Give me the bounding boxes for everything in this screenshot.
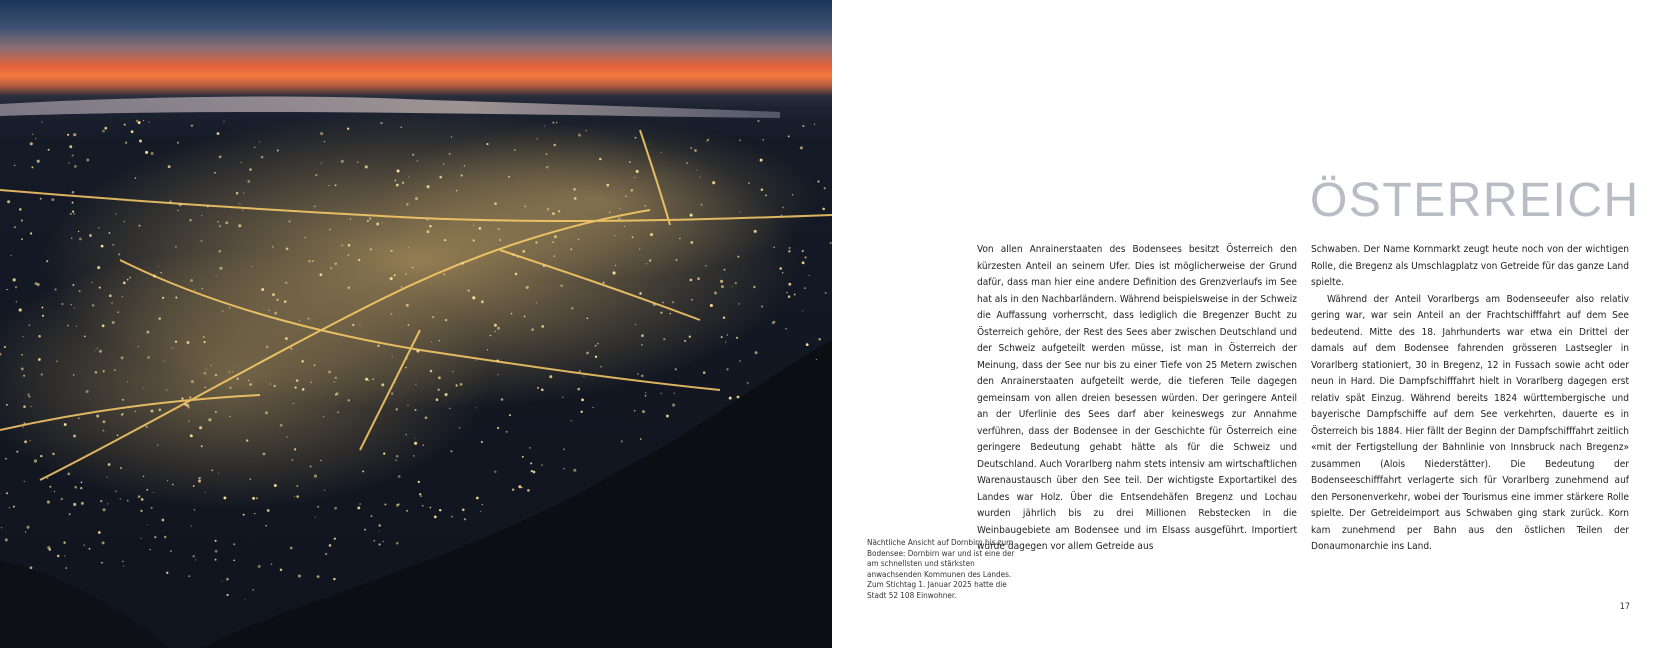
chapter-heading: ÖSTERREICH: [1310, 174, 1640, 227]
paragraph: Während der Anteil Vorarlbergs am Bodenseeufer also relativ gering war, war sein Anteil an der Frachtschifffahrt auf dem See bedeutend. Mitte des 18. Jahrhunderts war etwa ein Drittel der damals auf dem Bodensee fahrenden grösseren Lastsegler in Vorarlberg stationiert, 30 in Bregenz, 12 in Fussach sowie acht oder neun in Hard. Die Dampfschifffahrt hielt in Vorarlberg dagegen erst relativ spät Einzug. Während bereits 1824 württembergische und bayerische Dampfschiffe auf dem See verkehrten, dauerte es in Österreich bis 1884. Hier fällt der Beginn der Dampfschifffahrt zeitlich «mit der Fertigstellung der Bahnlinie von Innsbruck nach Bregenz» zusammen (Alois Niederstätter). Die Bedeutung der Bodenseeschifffahrt verlagerte sich für Vorarlberg zunehmend auf den Personenverkehr, wobei der Tourismus eine immer stärkere Rolle spielte. Der Getreideimport aus Schwaben ging stark zurück. Korn kam zunehmend per Bahn aus den östlichen Teilen der Donaumonarchie ins Land.: [1311, 293, 1629, 552]
text-column-right: [1311, 242, 1629, 556]
night-aerial-photo: [0, 0, 832, 648]
photo-caption: Nächtliche Ansicht auf Dornbirn bis zum Bodensee: Dornbirn war und ist eine der am schnellsten und stärksten anwachsenden Kommunen des Landes. Zum Stichtag 1. Januar 2025 hatte die Stadt 52 108 Einwohner.: [867, 537, 1015, 600]
paragraph: Schwaben. Der Name Kornmarkt zeugt heute noch von der wichtigen Rolle, die Bregenz als Umschlagplatz von Getreide für das ganze Land spielte.: [1311, 244, 1629, 288]
text-column-left: [977, 242, 1297, 556]
page-number: 17: [1619, 602, 1630, 612]
paragraph: Von allen Anrainerstaaten des Bodensees besitzt Österreich den kürzesten Anteil an seinem Ufer. Dies ist möglicherweise der Grund dafür, dass man hier eine andere Definition des Grenzverlaufs im See hat als in den Nachbarländern. Während beispielsweise in der Schweiz die Auffassung vorherrscht, dass lediglich die Bregenzer Bucht zu Österreich gehöre, der Rest des Sees aber zwischen Deutschland und der Schweiz aufgeteilt werden müsse, ist man in Österreich der Meinung, dass der See nur bis zu einer Tiefe von 25 Metern zwischen den Anrainerstaaten aufgeteilt werde, die tieferen Teile dagegen gemeinsam von allen dreien besessen würden. Der geringere Anteil an der Uferlinie des Sees darf aber keineswegs zur Annahme verführen, dass der Bodensee in der Geschichte für Österreich eine geringere Bedeutung gehabt hätte als für die Schweiz und Deutschland. Auch Vorarlberg nahm stets intensiv am wirtschaftlichen Warenaustausch über den See teil. Der wichtigste Exportartikel des Landes war Holz. Über die Entsendehäfen Bregenz und Lochau wurden jährlich bis zu drei Millionen Rebstecken in die Weinbaugebiete am Bodensee und im Elsass ausgeführt. Importiert wurde dagegen vor allem Getreide aus: [977, 244, 1297, 552]
night-aerial-city-icon: [0, 0, 832, 648]
